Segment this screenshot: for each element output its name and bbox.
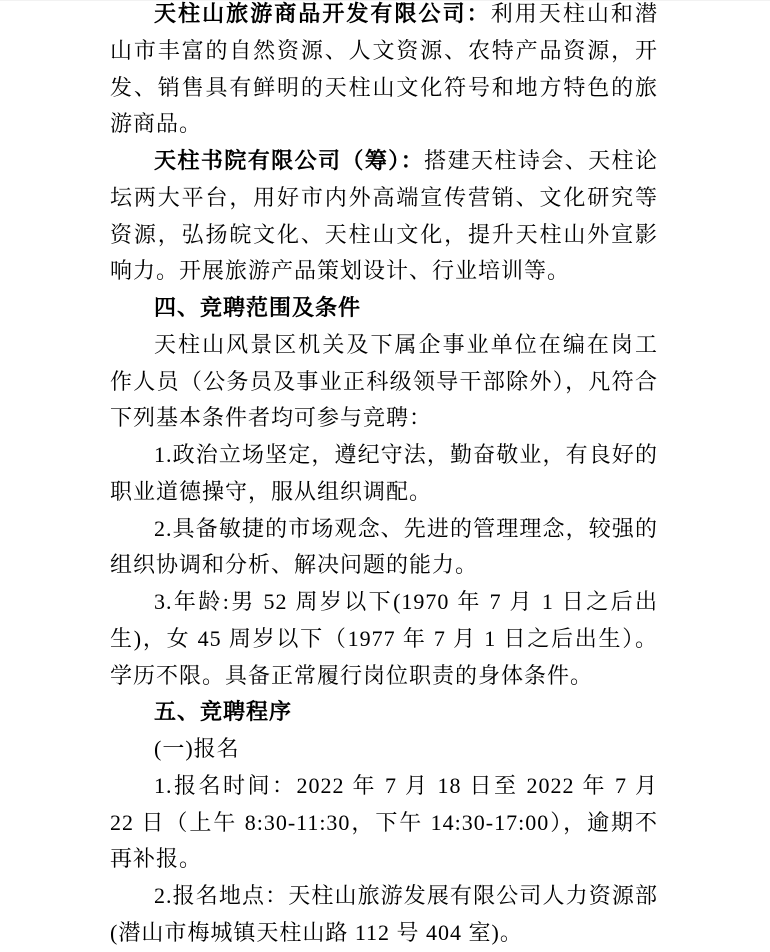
heading-section-5-procedure: 五、竞聘程序 [154, 699, 293, 725]
paragraph-text: 搭建天柱诗会、天柱论坛两大平台，用好市内外高端宣传营销、文化研究等资源，弘扬皖文化、天柱山文化，提升天柱山外宣影响力。开展旅游产品策划设计、行业培训等。 [110, 148, 658, 284]
paragraph-registration-place: 2.报名地点：天柱山旅游发展有限公司人力资源部(潜山市梅城镇天柱山路 112 号 404 室)。 [110, 883, 658, 945]
paragraph-condition-1-political: 1.政治立场坚定，遵纪守法，勤奋敬业，有良好的职业道德操守，服从组织调配。 [110, 442, 658, 504]
paragraph-text: 利用天柱山和潜山市丰富的自然资源、人文资源、农特产品资源，开发、销售具有鲜明的天柱山文化符号和地方特色的旅游商品。 [110, 1, 658, 137]
paragraph-company-academy [110, 143, 658, 290]
paragraph-company-tourism-goods [110, 0, 658, 143]
paragraph-condition-2-management: 2.具备敏捷的市场观念、先进的管理理念，较强的组织协调和分析、解决问题的能力。 [110, 515, 658, 578]
paragraph-condition-3-age: 3.年龄:男 52 周岁以下(1970 年 7 月 1 日之后出生)，女 45 周岁以下（1977 年 7 月 1 日之后出生）。学历不限。具备正常履行岗位职责的身体条件。 [110, 589, 658, 688]
heading-section-4-scope-and-conditions: 四、竞聘范围及条件 [154, 295, 362, 320]
company-name-academy: 天柱书院有限公司（筹）： [154, 148, 425, 173]
document-body [110, 0, 658, 952]
paragraph-registration-time: 1.报名时间：2022 年 7 月 18 日至 2022 年 7 月 22 日（上午 8:30-11:30，下午 14:30-17:00），逾期不再补报。 [110, 772, 658, 872]
subheading-registration: (一)报名 [154, 736, 240, 761]
company-name-tourism-goods: 天柱山旅游商品开发有限公司： [154, 1, 491, 26]
paragraph-eligibility-scope: 天柱山风景区机关及下属企事业单位在编在岗工作人员（公务员及事业正科级领导干部除外），凡符合下列基本条件者均可参与竞聘： [110, 331, 658, 431]
